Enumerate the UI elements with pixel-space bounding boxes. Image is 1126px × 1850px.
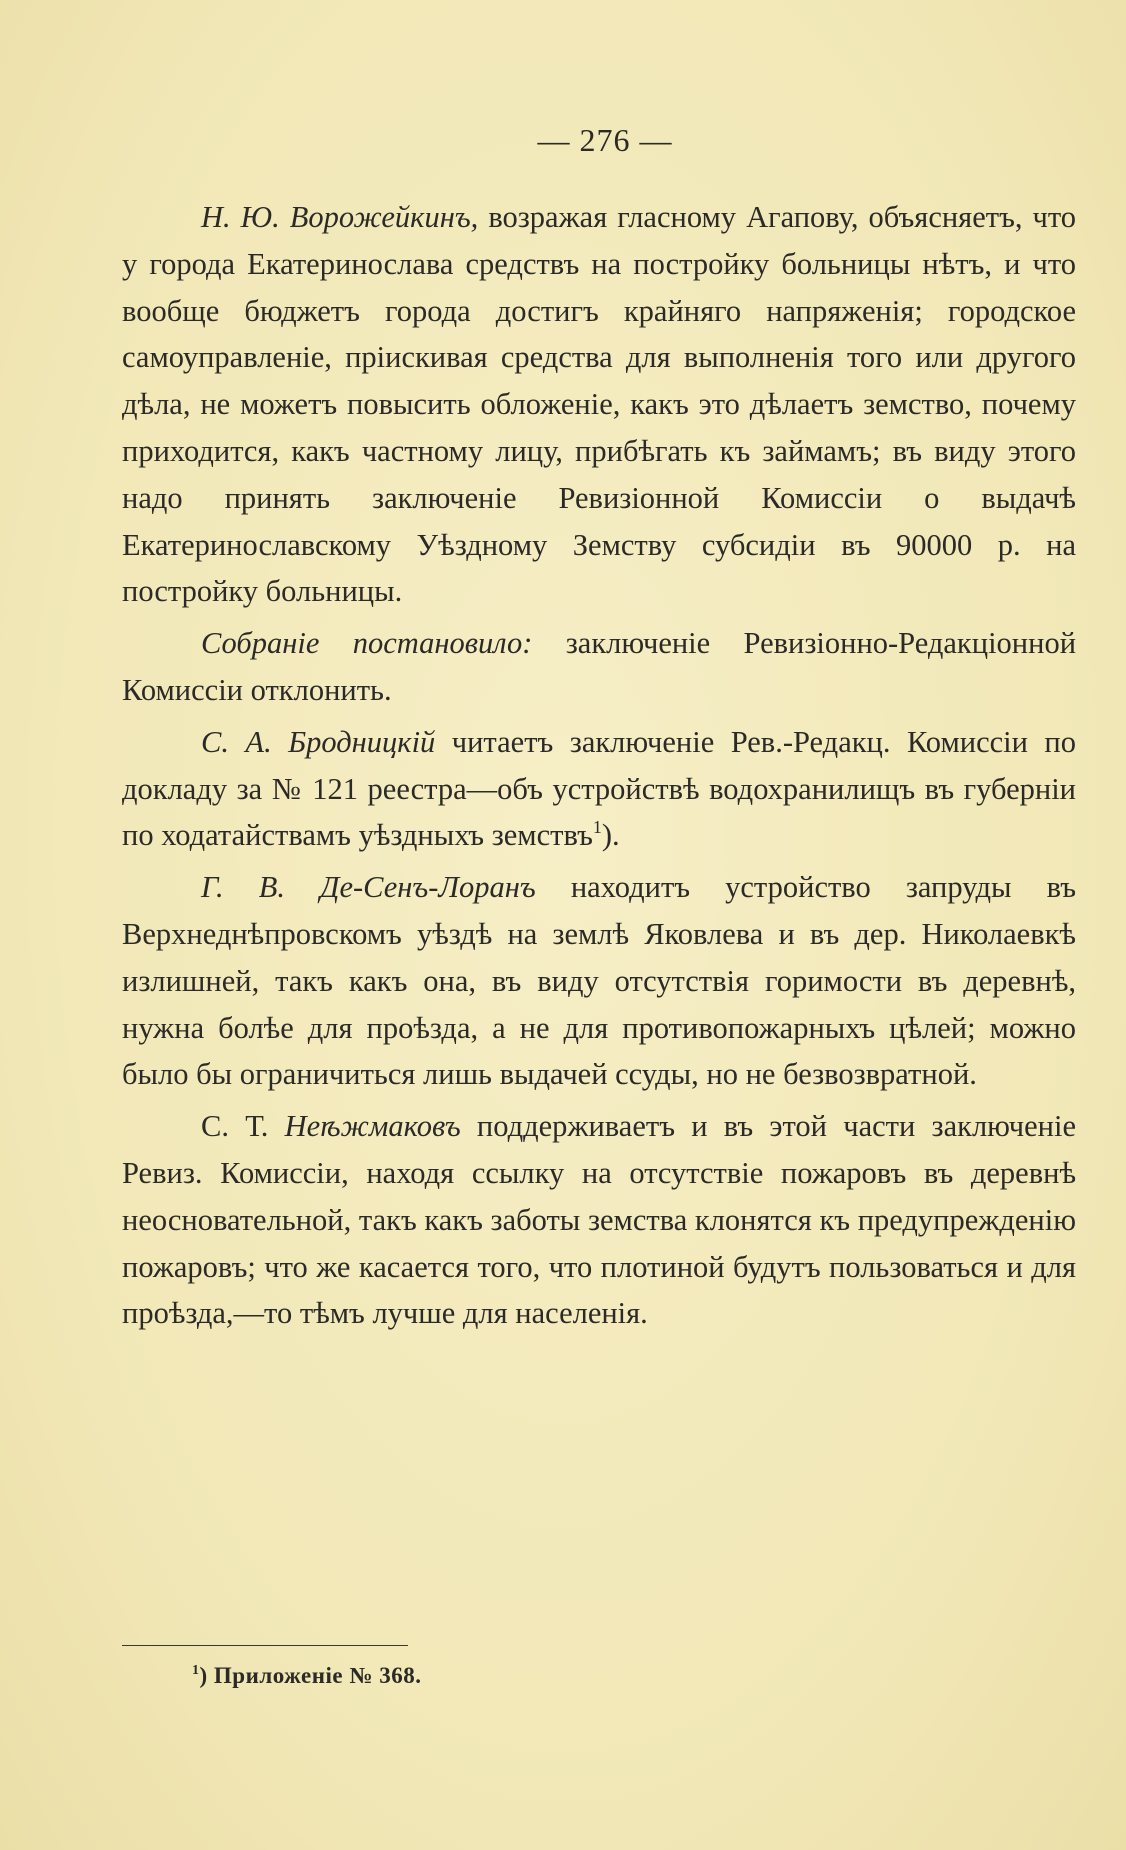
paragraph xyxy=(122,864,1076,1098)
footnote-mark: 1 xyxy=(192,1663,200,1678)
speaker-name: С. А. Бродницкій xyxy=(201,724,436,759)
paragraph-text: читаетъ заключеніе Рев.-Редакц. Комиссіи по докладу за № 121 реестра—объ устройствѣ водохранилищъ въ губерніи по ходатайствамъ уѣздныхъ земствъ xyxy=(122,724,1076,853)
speaker-initials: С. Т. xyxy=(201,1109,269,1144)
speaker-name: Н. Ю. Ворожейкинъ, xyxy=(201,200,479,234)
footnote-divider xyxy=(122,1645,408,1646)
footnote-text: ) Приложеніе № 368. xyxy=(199,1663,422,1688)
paragraph xyxy=(122,620,1076,714)
body-text xyxy=(122,194,1076,1342)
paragraph xyxy=(122,194,1076,615)
paragraph-text: находитъ устройство запруды въ Верхнеднѣпровскомъ уѣздѣ на землѣ Яковлева и въ дер. Николаевкѣ излишней, такъ какъ она, въ виду отсутствія горимости въ деревнѣ, нужна болѣе для проѣзда, а не для противопожарныхъ цѣлей; можно было бы ограничиться лишь выдачей ссуды, но не безвозвратной. xyxy=(122,870,1076,1092)
speaker-name: Неѣжмаковъ xyxy=(284,1109,461,1144)
speaker-name: Г. В. Де-Сенъ-Лоранъ xyxy=(201,870,536,905)
paragraph-text: возражая гласному Агапову, объясняетъ, что у города Екатеринослава средствъ на постройку больницы нѣтъ, и что вообще бюджетъ города достигъ крайняго напряженія; городское самоуправленіе, пріискивая средства для выполненія того или другого дѣла, не можетъ повысить обложеніе, какъ это дѣлаетъ земство, почему приходится, какъ частному лицу, прибѣгать къ займамъ; въ виду этого надо принять заключеніе Ревизіонной Комиссіи о выдачѣ Екатеринославскому Уѣздному Земству субсидіи въ 90000 р. на постройку больницы. xyxy=(122,200,1076,609)
paragraph-text: заключеніе Ревизіонно-Редакціонной Комиссіи отклонить. xyxy=(122,626,1077,707)
footnote-reference: 1 xyxy=(592,817,602,838)
resolution-label: Собраніе постановило: xyxy=(201,626,533,661)
page-number: — 276 — xyxy=(537,122,673,158)
paragraph-text-end: ). xyxy=(601,818,620,853)
paragraph xyxy=(122,1103,1076,1337)
footnote xyxy=(192,1663,421,1689)
paragraph-text: поддерживаетъ и въ этой части заключеніе Ревиз. Комиссіи, находя ссылку на отсутствіе пожаровъ въ деревнѣ неосновательной, такъ какъ заботы земства клонятся къ предупрежденію пожаровъ; что же касается того, что плотиной будутъ пользоваться и для проѣзда,—то тѣмъ лучше для населенія. xyxy=(122,1109,1076,1331)
paragraph xyxy=(122,719,1076,859)
